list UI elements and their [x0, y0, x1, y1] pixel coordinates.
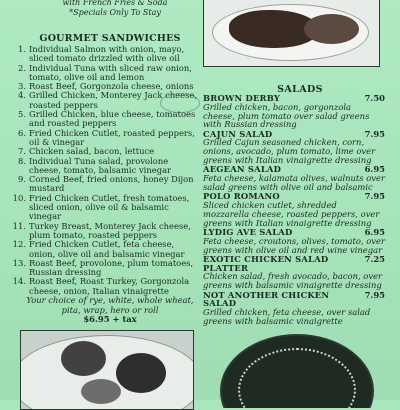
top-note-line-1: with French Fries & Soda — [62, 0, 168, 7]
sandwich-item — [12, 129, 200, 148]
salad-item — [203, 291, 385, 326]
sandwich-item — [12, 64, 200, 83]
salad-description: Feta cheese, kalamata olives, walnuts over salad greens with olive oil and balsamic — [203, 173, 385, 192]
salad-name: LYDIG AVE SALAD — [203, 226, 293, 237]
salads-title: SALADS — [277, 84, 323, 95]
sandwich-item — [12, 277, 200, 296]
salad-price: 7.50 — [364, 93, 385, 103]
food-photo-bottom-left — [20, 330, 194, 410]
sandwich-description: Grilled Chicken, Monterey Jack cheese, roasted peppers — [29, 90, 198, 110]
food-image — [304, 14, 359, 44]
sandwich-item — [12, 157, 200, 176]
salad-name: CAJUN SALAD — [203, 128, 273, 139]
sandwich-footer — [20, 296, 200, 325]
salad-price: 7.95 — [364, 289, 385, 300]
salad-header — [203, 255, 385, 273]
salad-header — [203, 291, 385, 309]
salad-price: 7.95 — [364, 128, 385, 139]
salad-price: 7.95 — [364, 191, 385, 202]
food-photo-top — [203, 0, 380, 67]
salad-item — [203, 94, 385, 129]
sandwich-description: Roast Beef, provolone, plum tomatoes, Russian dressing — [29, 257, 194, 278]
gourmet-sandwiches-title: GOURMET SANDWICHES — [39, 33, 181, 44]
salad-price: 6.95 — [364, 164, 385, 175]
salad-item — [203, 165, 385, 191]
salad-name: AEGEAN SALAD — [203, 164, 282, 175]
salad-description: Feta cheese, croutons, olives, tomato, over greens with olive oil and red wine vinegar — [203, 235, 385, 255]
sandwich-number: 2. — [18, 62, 26, 73]
sandwich-number: 8. — [18, 155, 26, 166]
salad-name: POLO ROMANO — [203, 191, 280, 202]
bread-choice-note: Your choice of rye, white, whole wheat, pita, wrap, hero or roll — [26, 295, 194, 315]
sandwich-price: $6.95 + tax — [83, 314, 137, 324]
salad-list — [203, 94, 385, 326]
salad-description: Grilled chicken, feta cheese, over salad greens with balsamic vinaigrette — [203, 307, 371, 326]
sandwich-number: 4. — [18, 90, 26, 101]
sandwich-number: 6. — [18, 127, 26, 138]
sandwich-description: Turkey Breast, Monterey Jack cheese, plum tomato, roasted peppers — [29, 220, 191, 240]
sandwich-item — [12, 194, 200, 222]
sandwich-description: Fried Chicken Cutlet, feta cheese, onion, olive oil and balsamic vinegar — [29, 239, 185, 259]
sandwich-description: Roast Beef, Roast Turkey, Gorgonzola cheese, onion, Italian vinaigrette — [29, 276, 190, 296]
sandwich-number: 13. — [12, 257, 26, 268]
sandwich-description: Fried Chicken Cutlet, fresh tomatoes, sliced onion, olive oil & balsamic vinegar — [29, 192, 190, 222]
sandwich-description: Fried Chicken Cutlet, roasted peppers, oil & vinegar — [29, 127, 195, 147]
salad-item — [203, 228, 385, 254]
sandwich-number: 14. — [12, 276, 26, 287]
food-image — [116, 353, 166, 393]
sandwich-description: Individual Tuna salad, provolone cheese, tomato, balsamic vinegar — [29, 155, 172, 175]
salad-item — [203, 130, 385, 165]
sandwich-description: Individual Salmon with onion, mayo, sliced tomato drizzled with olive oil — [29, 44, 185, 64]
salad-description: Grilled chicken, bacon, gorgonzola cheese, plum tomato over salad greens with Russian dressing — [203, 101, 370, 130]
top-note — [40, 0, 190, 18]
salad-name: EXOTIC CHICKEN SALAD PLATTER — [203, 253, 329, 273]
salad-price: 7.25 — [364, 253, 385, 264]
salad-item — [203, 192, 385, 227]
food-image — [81, 379, 121, 404]
sandwich-description: Corned Beef, fried onions, honey Dijon mustard — [29, 174, 194, 194]
sandwich-item — [12, 259, 200, 278]
sandwich-description: Roast Beef, Gorgonzola cheese, onions — [29, 81, 194, 92]
sandwich-item — [12, 222, 200, 241]
food-photo-bottom-right — [210, 330, 385, 408]
food-image — [61, 341, 106, 376]
salad-price: 6.95 — [364, 226, 385, 237]
sandwich-item — [12, 175, 200, 194]
top-note-line-2: *Specials Only To Stay — [69, 8, 161, 17]
sandwich-number: 7. — [18, 146, 26, 157]
sandwich-item — [12, 240, 200, 259]
sandwich-item — [12, 45, 200, 64]
sandwich-number: 1. — [18, 44, 26, 54]
salad-name: BROWN DERBY — [203, 93, 281, 103]
decorative-oval-mark — [160, 93, 200, 113]
sandwich-number: 5. — [18, 109, 26, 120]
sandwich-number: 11. — [12, 220, 26, 231]
salad-description: Sliced chicken cutlet, shredded mozzarella cheese, roasted peppers, over greens with Italian vinaigrette dressing — [203, 200, 380, 228]
sandwich-number: 3. — [18, 81, 26, 92]
sandwich-item — [12, 110, 200, 129]
sandwich-description: Grilled Chicken, blue cheese, tomatoes and roasted peppers — [29, 109, 196, 129]
sandwich-number: 10. — [12, 192, 26, 203]
sandwich-description: Chicken salad, bacon, lettuce — [29, 146, 155, 157]
sandwich-list — [12, 45, 200, 296]
sandwich-number: 12. — [12, 239, 26, 250]
salad-description: Chicken salad, fresh avocado, bacon, over greens with balsamic vinaigrette dressing — [203, 271, 383, 291]
salad-description: Grilled Cajun seasoned chicken, corn, onions, avocado, plum tomato, lime over greens with Italian vinaigrette dressing — [203, 137, 376, 166]
salad-name: NOT ANOTHER CHICKEN SALAD — [203, 289, 330, 309]
sandwich-number: 9. — [18, 174, 26, 185]
salad-item — [203, 255, 385, 290]
sandwich-description: Individual Tuna with sliced raw onion, tomato, olive oil and lemon — [29, 62, 192, 82]
